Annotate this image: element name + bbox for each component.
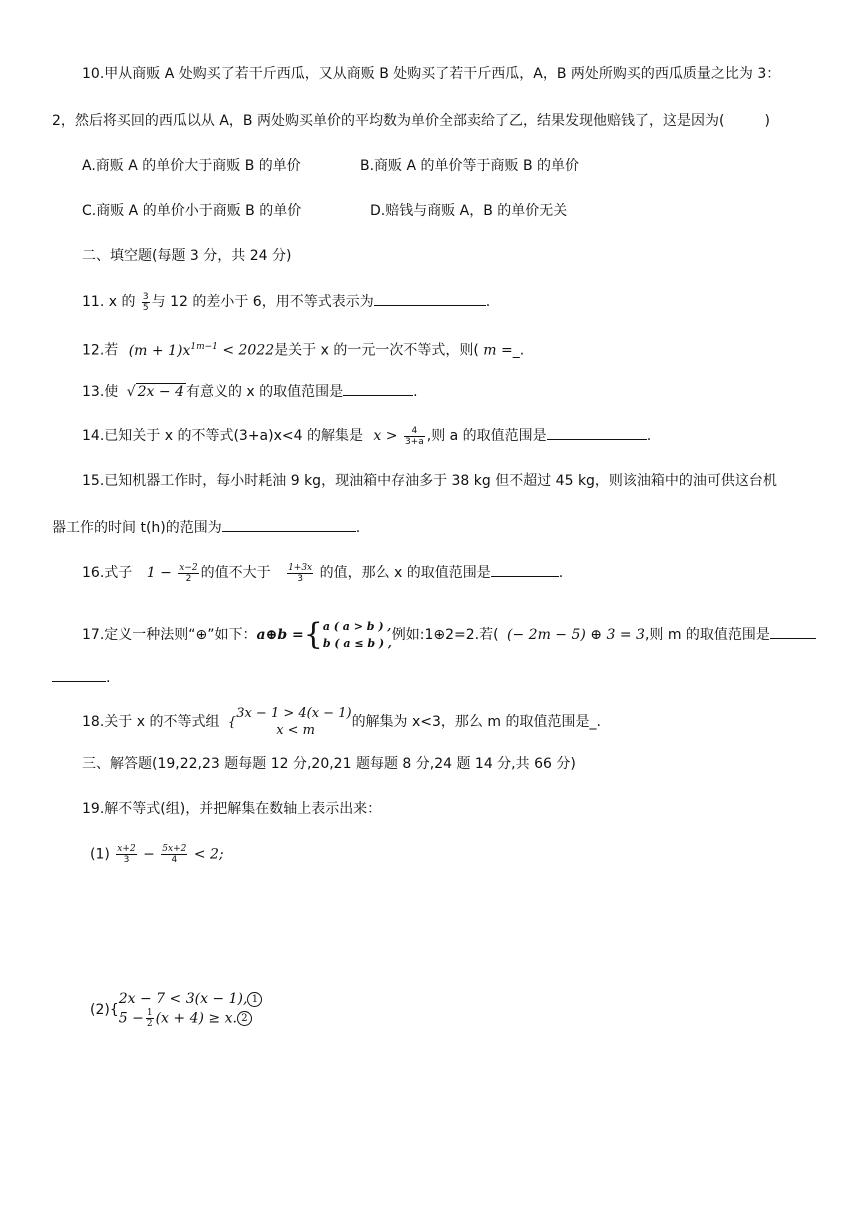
q11-fraction: $\frac{3}{5}$: [142, 291, 149, 313]
q16: 16.式子 1 − $\frac{x-2}{2}$ 的值不大于 $\frac{1+3x}{3}$ 的值，那么 x 的取值范围是 .: [82, 562, 564, 584]
q19-part1: (1) $\frac{x+2}{3}$ − $\frac{5x+2}{4}$ < 2;: [90, 844, 224, 865]
q11: 11. x 的 $\frac{3}{5}$ 与 12 的差小于 6，用不等式表示为 .: [82, 291, 491, 313]
q13-answer-blank[interactable]: [343, 381, 413, 396]
q15-answer-blank[interactable]: [222, 517, 356, 532]
q15-line2: 器工作的时间 t(h)的范围为 .: [52, 517, 360, 538]
q11-answer-blank[interactable]: [374, 291, 486, 306]
q16-fraction-2: $\frac{1+3x}{3}$: [288, 562, 313, 584]
circled-mark-2: 2: [237, 1011, 252, 1026]
q19-part2: (2){ 2x − 7 < 3(x − 1), 1 5 − $\frac{1}{2}$ (x + 4) ≥ x. 2: [90, 990, 262, 1029]
q17: 17.定义一种法则“⊕”如下：a⊕b ={ a ( a > b ) , b ( a ≤ b ) , 例如:1⊕2=2.若( (− 2m − 5) ⊕ 3 = 3,则 m 的取值范围是: [82, 618, 816, 652]
q14: 14.已知关于 x 的不等式(3+a)x<4 的解集是 x > $\frac{4}{3+a}$ ,则 a 的取值范围是 .: [82, 425, 652, 447]
q10-option-d: D.赔钱与商贩 A，B 的单价无关: [370, 203, 568, 219]
circled-mark-1: 1: [247, 992, 262, 1007]
q17-answer-blank-cont[interactable]: [52, 667, 106, 682]
q19-part1-fraction-1: $\frac{x+2}{3}$: [117, 844, 136, 865]
q12: 12.若 $(m + 1)x^{1m-1} < 2022$是关于 x 的一元一次不等式，则( m =_.: [82, 342, 525, 359]
q10-option-a: A.商贩 A 的单价大于商贩 B 的单价: [82, 158, 301, 174]
q15-line1: 15.已知机器工作时，每小时耗油 9 kg，现油箱中存油多于 38 kg 但不超过 45 kg，则该油箱中的油可供这台机: [82, 473, 777, 489]
section-2-heading: 二、填空题(每题 3 分，共 24 分): [82, 248, 292, 264]
q16-fraction-1: $\frac{x-2}{2}$: [179, 562, 198, 584]
q13: 13.使 √ 2x − 4 有意义的 x 的取值范围是 .: [82, 381, 418, 402]
q14-answer-blank[interactable]: [547, 425, 647, 440]
q10-line1: 10.甲从商贩 A 处购买了若干斤西瓜，又从商贩 B 处购买了若干斤西瓜，A，B 两处所购买的西瓜质量之比为 3：: [82, 66, 781, 82]
q14-fraction: $\frac{4}{3+a}$: [404, 425, 424, 447]
q10-option-c: C.商贩 A 的单价小于商贩 B 的单价: [82, 203, 302, 219]
q18: 18.关于 x 的不等式组 { 3x − 1 > 4(x − 1) x < m 的解集为 x<3，那么 m 的取值范围是_.: [82, 706, 601, 738]
q16-answer-blank[interactable]: [491, 562, 559, 577]
q19-stem: 19.解不等式(组)，并把解集在数轴上表示出来：: [82, 801, 382, 817]
q19-part2-fraction: $\frac{1}{2}$: [146, 1008, 153, 1029]
q17-continuation: .: [52, 667, 110, 688]
q19-part1-fraction-2: $\frac{5x+2}{4}$: [162, 844, 187, 865]
q10-line2: 2，然后将买回的西瓜以从 A，B 两处购买单价的平均数为单价全部卖给了乙，结果发现他赔钱了，这是因为( ): [52, 113, 770, 129]
q13-radicand: 2x − 4: [137, 384, 184, 400]
q10-option-b: B.商贩 A 的单价等于商贩 B 的单价: [360, 158, 580, 174]
q17-answer-blank[interactable]: [770, 624, 816, 639]
section-3-heading: 三、解答题(19,22,23 题每题 12 分,20,21 题每题 8 分,24 题 14 分,共 66 分): [82, 756, 576, 772]
